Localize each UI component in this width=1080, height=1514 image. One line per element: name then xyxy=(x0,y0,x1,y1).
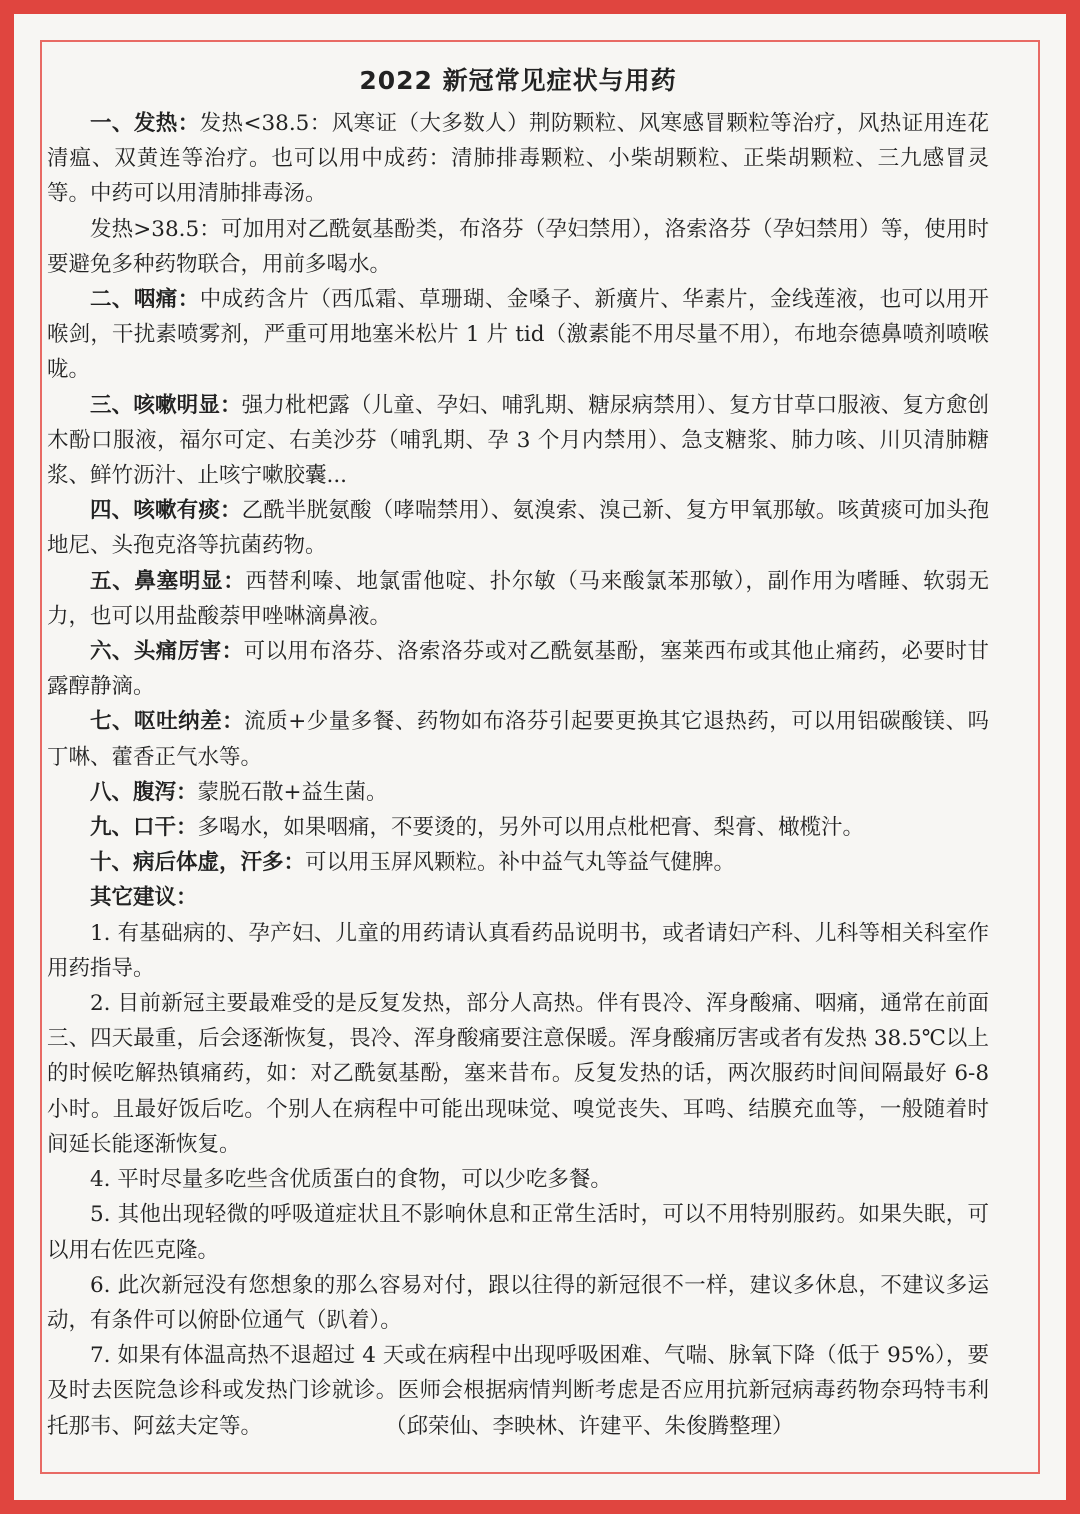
section-text: 中成药含片（西瓜霜、草珊瑚、金嗓子、新癀片、华素片，金线莲液，也可以用开喉剑，干扰素喷雾剂，严重可用地塞米松片 1 片 tid（激素能不用尽量不用），布地奈德鼻喷剂喷喉咙。 xyxy=(47,287,989,383)
section-text: 蒙脱石散+益生菌。 xyxy=(197,779,388,805)
section-heading: 其它建议： xyxy=(90,885,198,911)
section-text: 发热>38.5：可加用对乙酰氨基酚类，布洛芬（孕妇禁用），洛索洛芬（孕妇禁用）等，使用时要避免多种药物联合，用前多喝水。 xyxy=(47,216,989,277)
advice-text: 5. 其他出现轻微的呼吸道症状且不影响休息和正常生活时，可以不用特别服药。如果失眠，可以用右佐匹克隆。 xyxy=(47,1202,989,1263)
section-cough xyxy=(47,388,989,494)
section-heading: 二、咽痛： xyxy=(90,287,200,313)
section-text: 可以用布洛芬、洛索洛芬或对乙酰氨基酚，塞莱西布或其他止痛药，必要时甘露醇静滴。 xyxy=(47,639,989,700)
advice-text: 6. 此次新冠没有您想象的那么容易对付，跟以往得的新冠很不一样，建议多休息，不建议多运动，有条件可以俯卧位通气（趴着）。 xyxy=(47,1272,989,1333)
section-heading: 七、呕吐纳差： xyxy=(90,709,245,735)
section-fever xyxy=(47,106,989,212)
section-heading: 十、病后体虚，汗多： xyxy=(90,850,306,876)
advice-text: 7. 如果有体温高热不退超过 4 天或在病程中出现呼吸困难、气喘、脉氧下降（低于 95%），要及时去医院急诊科或发热门诊就诊。医师会根据病情判断考虑是否应用抗新冠病毒药物奈玛特韦利托那韦、阿兹夫定等。 xyxy=(47,1343,989,1439)
section-text: 强力枇杷露（儿童、孕妇、哺乳期、糖尿病禁用）、复方甘草口服液、复方愈创木酚口服液，福尔可定、右美沙芬（哺乳期、孕 3 个月内禁用）、急支糖浆、肺力咳、川贝清肺糖浆、鲜竹沥汁、止咳宁嗽胶囊... xyxy=(47,392,989,489)
section-heading: 四、咳嗽有痰： xyxy=(90,498,242,524)
section-cough-phlegm xyxy=(47,493,989,563)
advice-item-2 xyxy=(47,986,989,1162)
advice-item-7 xyxy=(47,1338,989,1444)
advice-item-6 xyxy=(47,1268,989,1338)
section-text: 发热<38.5：风寒证（大多数人）荆防颗粒、风寒感冒颗粒等治疗，风热证用连花清瘟、双黄连等治疗。也可以用中成药：清肺排毒颗粒、小柴胡颗粒、正柴胡颗粒、三九感冒灵等。中药可以用清肺排毒汤。 xyxy=(47,111,989,207)
author-credit: （邱荣仙、李映林、许建平、朱俊腾整理） xyxy=(385,1413,794,1439)
section-weakness xyxy=(47,845,989,880)
section-nasal-congestion xyxy=(47,564,989,634)
section-text: 流质+少量多餐、药物如布洛芬引起要更换其它退热药，可以用铝碳酸镁、吗丁啉、藿香正气水等。 xyxy=(47,709,989,770)
section-heading: 三、咳嗽明显： xyxy=(90,392,242,418)
page-title: 2022 新冠常见症状与用药 xyxy=(359,66,677,95)
section-dry-mouth xyxy=(47,810,989,845)
advice-text: 1. 有基础病的、孕产妇、儿童的用药请认真看药品说明书，或者请妇产科、儿科等相关科室作用药指导。 xyxy=(47,920,989,981)
section-heading: 五、鼻塞明显： xyxy=(90,568,246,594)
section-heading: 八、腹泻： xyxy=(90,779,198,805)
section-fever-high xyxy=(47,212,989,282)
section-other-advice xyxy=(47,880,989,915)
section-text: 乙酰半胱氨酸（哮喘禁用）、氨溴索、溴己新、复方甲氧那敏。咳黄痰可加头孢地尼、头孢克洛等抗菌药物。 xyxy=(47,498,989,559)
advice-item-1 xyxy=(47,916,989,986)
document-body xyxy=(47,64,989,1444)
advice-text: 4. 平时尽量多吃些含优质蛋白的食物，可以少吃多餐。 xyxy=(90,1167,612,1193)
advice-item-4 xyxy=(47,1162,989,1197)
section-text: 西替利嗪、地氯雷他啶、扑尔敏（马来酸氯苯那敏），副作用为嗜睡、软弱无力，也可以用盐酸萘甲唑啉滴鼻液。 xyxy=(47,568,989,629)
section-text: 多喝水，如果咽痛，不要烫的，另外可以用点枇杷膏、梨膏、橄榄汁。 xyxy=(197,815,865,841)
section-vomiting xyxy=(47,704,989,774)
advice-text: 2. 目前新冠主要最难受的是反复发热，部分人高热。伴有畏冷、浑身酸痛、咽痛，通常在前面三、四天最重，后会逐渐恢复，畏冷、浑身酸痛要注意保暖。浑身酸痛厉害或者有发热 38.5℃以上的时候吃解热镇痛药，如：对乙酰氨基酚，塞来昔布。反复发热的话，两次服药时间间隔最好 6-8 小时。且最好饭后吃。个别人在病程中可能出现味觉、嗅觉丧失、耳鸣、结膜充血等，一般随着时间延长能逐渐恢复。 xyxy=(47,991,989,1157)
section-heading: 一、发热： xyxy=(90,111,200,136)
advice-item-5 xyxy=(47,1197,989,1267)
section-sore-throat xyxy=(47,282,989,388)
section-heading: 九、口干： xyxy=(90,815,198,841)
section-text: 可以用玉屏风颗粒。补中益气丸等益气健脾。 xyxy=(305,850,736,876)
section-heading: 六、头痛厉害： xyxy=(90,639,244,665)
section-headache xyxy=(47,634,989,704)
section-diarrhea xyxy=(47,775,989,810)
